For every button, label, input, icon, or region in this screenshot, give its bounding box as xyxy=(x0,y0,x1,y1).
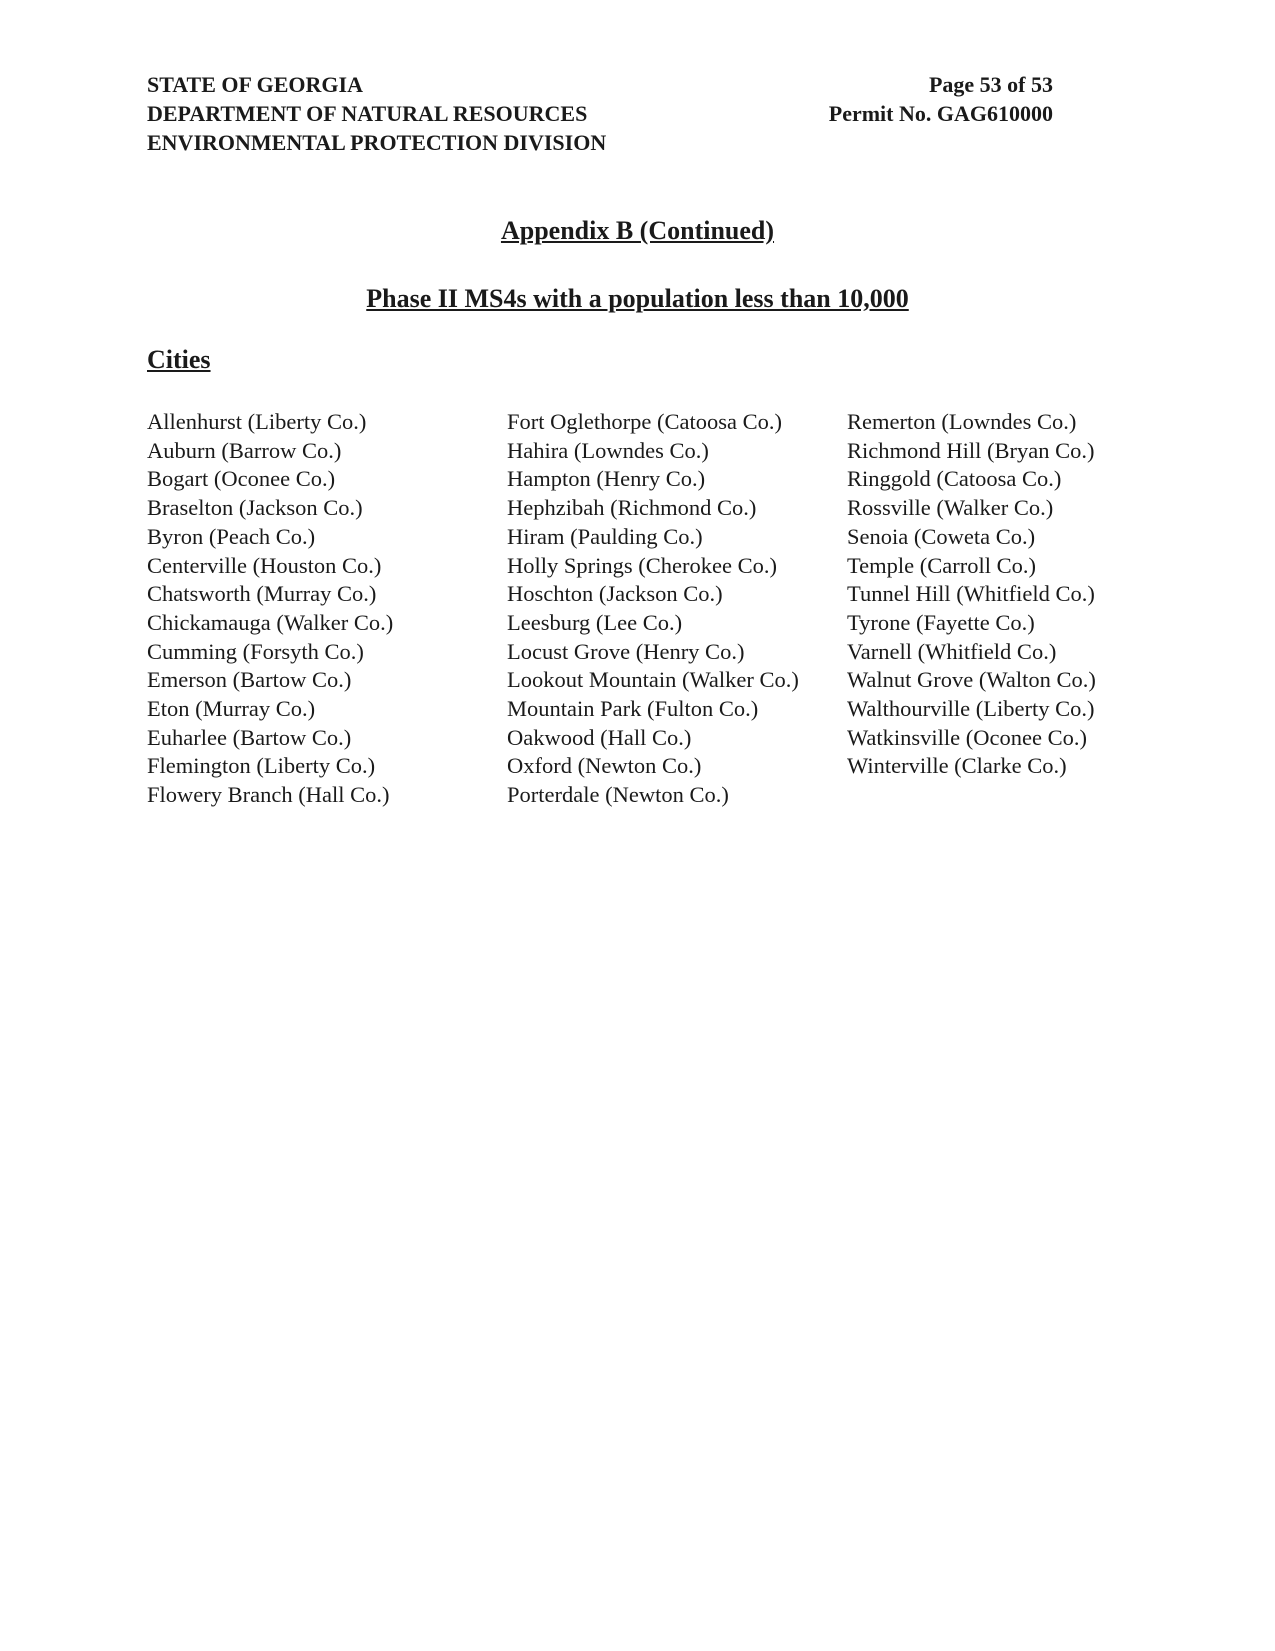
header-state: STATE OF GEORGIA xyxy=(147,72,363,97)
cities-heading: Cities xyxy=(147,345,211,374)
city-list-item: Winterville (Clarke Co.) xyxy=(847,753,1067,779)
city-list-item: Rossville (Walker Co.) xyxy=(847,495,1054,521)
city-list-item: Walthourville (Liberty Co.) xyxy=(847,696,1095,722)
page-number: Page 53 of 53 xyxy=(928,72,1053,97)
city-column-1 xyxy=(147,408,393,810)
city-list-item: Temple (Carroll Co.) xyxy=(847,552,1036,578)
city-list-item: Tunnel Hill (Whitfield Co.) xyxy=(847,581,1095,607)
city-list-item: Euharlee (Bartow Co.) xyxy=(147,724,352,750)
city-list-item: Fort Oglethorpe (Catoosa Co.) xyxy=(507,409,782,434)
page-header-info xyxy=(829,70,1053,128)
city-list-item: Braselton (Jackson Co.) xyxy=(147,495,363,521)
permit-number: Permit No. GAG610000 xyxy=(828,101,1053,126)
appendix-title: Appendix B (Continued) xyxy=(500,216,775,245)
city-list-item: Walnut Grove (Walton Co.) xyxy=(847,667,1096,693)
city-list-item: Byron (Peach Co.) xyxy=(147,523,316,549)
city-list-item: Chatsworth (Murray Co.) xyxy=(147,581,377,607)
city-list-item: Tyrone (Fayette Co.) xyxy=(847,609,1035,635)
city-list-item: Flowery Branch (Hall Co.) xyxy=(147,782,390,808)
city-list-item: Centerville (Houston Co.) xyxy=(147,552,382,578)
city-list-item: Allenhurst (Liberty Co.) xyxy=(147,409,367,434)
city-list-item: Richmond Hill (Bryan Co.) xyxy=(847,437,1095,463)
city-list-item: Flemington (Liberty Co.) xyxy=(147,753,376,779)
city-list-item: Auburn (Barrow Co.) xyxy=(147,437,342,463)
city-column-3 xyxy=(847,408,1096,781)
city-list-item: Emerson (Bartow Co.) xyxy=(147,667,352,693)
city-list-item: Hampton (Henry Co.) xyxy=(507,466,706,492)
city-list-item: Locust Grove (Henry Co.) xyxy=(507,638,745,664)
city-list-item: Ringgold (Catoosa Co.) xyxy=(847,466,1062,492)
city-list-item: Bogart (Oconee Co.) xyxy=(147,466,336,492)
city-list-item: Hiram (Paulding Co.) xyxy=(507,523,703,549)
header-division: ENVIRONMENTAL PROTECTION DIVISION xyxy=(147,130,607,155)
city-list-item: Lookout Mountain (Walker Co.) xyxy=(507,667,799,693)
city-list-item: Oakwood (Hall Co.) xyxy=(507,724,692,750)
city-list-item: Leesburg (Lee Co.) xyxy=(507,609,683,635)
city-list-item: Holly Springs (Cherokee Co.) xyxy=(507,552,777,578)
city-list-item: Varnell (Whitfield Co.) xyxy=(847,638,1057,664)
city-list-item: Cumming (Forsyth Co.) xyxy=(147,638,364,664)
city-list-item: Senoia (Coweta Co.) xyxy=(847,523,1036,549)
section-title: Phase II MS4s with a population less than 10,000 xyxy=(366,284,909,313)
city-list-item: Remerton (Lowndes Co.) xyxy=(847,409,1077,434)
city-list-item: Porterdale (Newton Co.) xyxy=(507,782,729,808)
city-list-item: Hahira (Lowndes Co.) xyxy=(507,437,709,463)
header-department: DEPARTMENT OF NATURAL RESOURCES xyxy=(147,101,588,126)
city-list-item: Watkinsville (Oconee Co.) xyxy=(847,724,1087,750)
agency-header xyxy=(147,70,606,157)
city-column-2 xyxy=(507,408,799,810)
city-list-item: Chickamauga (Walker Co.) xyxy=(147,609,394,635)
city-list-item: Mountain Park (Fulton Co.) xyxy=(507,696,759,722)
city-list-item: Oxford (Newton Co.) xyxy=(507,753,702,779)
city-list-item: Hephzibah (Richmond Co.) xyxy=(507,495,757,521)
city-list-item: Hoschton (Jackson Co.) xyxy=(507,581,723,607)
city-list-item: Eton (Murray Co.) xyxy=(147,696,316,722)
